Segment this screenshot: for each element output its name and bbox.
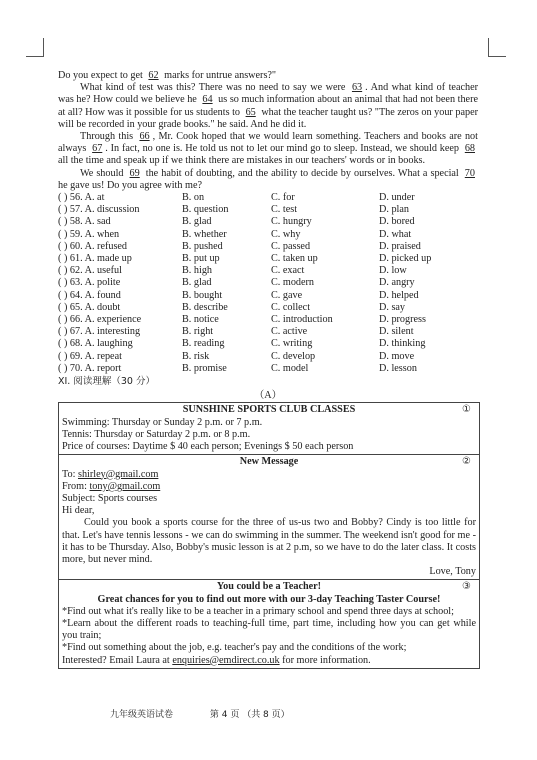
option-d: D. helped: [379, 289, 419, 301]
option-c: C. develop: [271, 350, 316, 362]
option-b: B. pushed: [182, 240, 223, 252]
option-row: [58, 302, 478, 314]
option-b: B. risk: [182, 350, 210, 362]
option-row: [58, 253, 478, 265]
option-a: ( ) 62. A. useful: [58, 265, 122, 277]
options-table: [58, 192, 478, 375]
ad-contact: Interested? Email Laura at enquiries@emdirect.co.uk for more information.: [62, 654, 371, 666]
option-row: [58, 277, 478, 289]
option-b: B. question: [182, 204, 229, 216]
option-b: B. glad: [182, 277, 212, 289]
option-a: ( ) 61. A. made up: [58, 253, 132, 265]
option-d: D. what: [379, 228, 412, 240]
option-d: D. say: [379, 301, 406, 313]
option-d: D. silent: [379, 326, 414, 338]
option-a: ( ) 65. A. doubt: [58, 301, 121, 313]
option-row: [58, 192, 478, 204]
option-c: C. modern: [271, 277, 315, 289]
option-a: ( ) 68. A. laughing: [58, 338, 133, 350]
option-c: C. why: [271, 228, 301, 240]
option-d: D. progress: [379, 314, 426, 326]
option-a: ( ) 67. A. interesting: [58, 326, 141, 338]
email-from-address[interactable]: tony@gmail.com: [89, 480, 161, 492]
option-a: ( ) 70. A. report: [58, 362, 122, 374]
email-message: [59, 455, 479, 580]
ad-sports-club: [59, 403, 479, 455]
option-b: B. notice: [182, 314, 219, 326]
option-c: C. gave: [271, 289, 303, 301]
option-row: [58, 204, 478, 216]
option-d: D. thinking: [379, 338, 426, 350]
section-heading: XI. 阅读理解（30 分）: [58, 376, 155, 388]
option-a: ( ) 58. A. sad: [58, 216, 111, 228]
section-subheading: （A）: [254, 390, 282, 402]
option-c: C. test: [271, 204, 298, 216]
option-b: B. put up: [182, 253, 220, 265]
option-d: D. praised: [379, 240, 421, 252]
option-row: [58, 290, 478, 302]
option-d: D. picked up: [379, 253, 432, 265]
ad-bullet: *Find out what it's really like to be a teacher in a primary school and spend three days at school;: [62, 605, 454, 617]
option-d: D. lesson: [379, 362, 417, 374]
email-to-address[interactable]: shirley@gmail.com: [77, 468, 159, 480]
ad-bullet: *Learn about the different roads to teaching-full time, part time, including how you can get while you train;: [62, 617, 476, 642]
option-b: B. glad: [182, 216, 212, 228]
option-c: C. model: [271, 362, 309, 374]
email-subject: Subject: Sports courses: [62, 492, 158, 504]
option-c: C. collect: [271, 301, 311, 313]
option-row: [58, 216, 478, 228]
option-a: ( ) 57. A. discussion: [58, 204, 140, 216]
option-b: B. describe: [182, 301, 228, 313]
option-row: [58, 326, 478, 338]
crop-mark-left-v: [43, 38, 44, 56]
option-b: B. right: [182, 326, 214, 338]
option-b: B. whether: [182, 228, 227, 240]
option-row: [58, 314, 478, 326]
option-a: ( ) 63. A. polite: [58, 277, 121, 289]
footer-grade: 九年级英语试卷: [110, 710, 174, 720]
ad-title: You could be a Teacher!: [216, 581, 322, 593]
option-d: D. low: [379, 265, 407, 277]
option-b: B. bought: [182, 289, 223, 301]
option-c: C. exact: [271, 265, 305, 277]
option-c: C. passed: [271, 240, 311, 252]
page-footer: [110, 707, 324, 720]
option-c: C. for: [271, 192, 295, 204]
footer-page: 第 4 页 （共 8 页）: [209, 710, 290, 720]
ad-number: ③: [462, 581, 471, 593]
crop-mark-left-h: [26, 56, 44, 57]
email-to: To: shirley@gmail.com: [62, 468, 159, 480]
option-a: ( ) 64. A. found: [58, 289, 121, 301]
option-b: B. reading: [182, 338, 225, 350]
page-content: [58, 70, 478, 669]
email-signature: Love, Tony: [429, 566, 476, 578]
ad-line: Tennis: Thursday or Saturday 2 p.m. or 8 p.m.: [62, 428, 251, 440]
option-b: B. promise: [182, 362, 227, 374]
passage-paragraph-2: What kind of test was this? There was no need to say we were 63 . And what kind of teacher was he? How could we believe he 64 us so much information about an animal that had not been there at all? How was it possible for us students to 65 what the teacher taught us? "The zeros on your paper will be recorded in your grade books." he said. And he did it.: [58, 82, 478, 130]
passage-paragraph-3: Through this 66 , Mr. Cook hoped that we would learn something. Teachers and books are not always 67 . In fact, no one is. He told us not to let our mind go to sleep. Instead, we should keep 68 all the time and speak up if we think there are mistakes in our teachers' words or in books.: [58, 131, 478, 167]
option-row: [58, 338, 478, 350]
reading-box: [58, 402, 480, 668]
email-from: From: tony@gmail.com: [62, 480, 161, 492]
option-c: C. active: [271, 326, 308, 338]
passage-line-1: Do you expect to get 62 marks for untrue answers?": [58, 70, 277, 81]
option-a: ( ) 69. A. repeat: [58, 350, 122, 362]
option-a: ( ) 59. A. when: [58, 228, 120, 240]
option-b: B. on: [182, 192, 205, 204]
option-row: [58, 241, 478, 253]
crop-mark-right-h: [488, 56, 506, 57]
option-d: D. under: [379, 192, 415, 204]
ad-teacher: [59, 580, 479, 667]
passage-paragraph-4: We should 69 the habit of doubting, and the ability to decide by ourselves. What a special 70 he gave us! Do you agree with me?: [58, 167, 475, 191]
option-d: D. move: [379, 350, 415, 362]
contact-email-link[interactable]: enquiries@emdirect.co.uk: [172, 654, 280, 666]
ad-title: SUNSHINE SPORTS CLUB CLASSES: [182, 404, 356, 416]
ad-subtitle: Great chances for you to find out more with our 3-day Teaching Taster Course!: [97, 593, 441, 605]
option-a: ( ) 56. A. at: [58, 192, 105, 204]
option-row: [58, 265, 478, 277]
option-b: B. high: [182, 265, 213, 277]
email-number: ②: [462, 456, 471, 468]
option-c: C. taken up: [271, 253, 318, 265]
option-d: D. plan: [379, 204, 409, 216]
email-body: Could you book a sports course for the three of us-us two and Bobby? Cindy is too little for that. Let's have tennis lessons - we can do swimming in the summer. The weekend isn't good for me - it has to be Thursday. Also, Bobby's music lesson is at 2 p.m, so we have to do the later class. It costs more, but never mind.: [62, 517, 476, 565]
option-a: ( ) 60. A. refused: [58, 240, 128, 252]
option-row: [58, 351, 478, 363]
ad-number: ①: [462, 404, 471, 416]
email-title: New Message: [239, 456, 299, 468]
option-c: C. hungry: [271, 216, 312, 228]
option-d: D. bored: [379, 216, 415, 228]
option-d: D. angry: [379, 277, 415, 289]
option-c: C. introduction: [271, 314, 333, 326]
option-c: C. writing: [271, 338, 313, 350]
ad-bullet: *Find out something about the job, e.g. teacher's pay and the conditions of the work;: [62, 642, 407, 654]
option-row: [58, 363, 478, 375]
option-a: ( ) 66. A. experience: [58, 314, 142, 326]
crop-mark-right-v: [488, 38, 489, 56]
ad-line: Price of courses: Daytime $ 40 each person; Evenings $ 50 each person: [62, 441, 354, 453]
email-greeting: Hi dear,: [62, 505, 95, 517]
ad-line: Swimming: Thursday or Sunday 2 p.m. or 7 p.m.: [62, 416, 263, 428]
option-row: [58, 229, 478, 241]
